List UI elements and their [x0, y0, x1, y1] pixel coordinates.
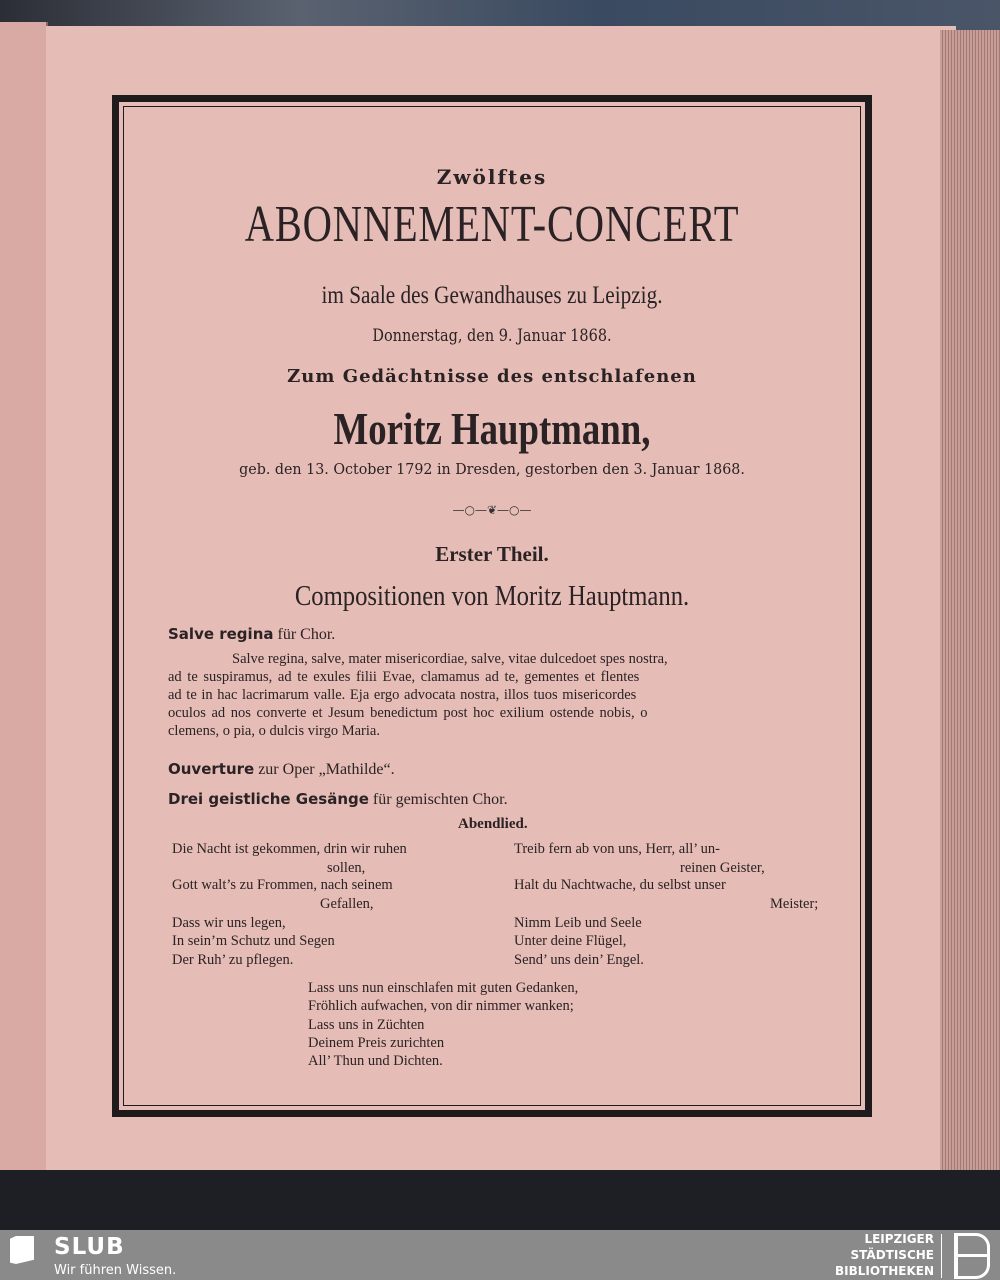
text-line: clemens, o pia, o dulcis virgo Maria. — [168, 723, 380, 739]
text-line: ad te suspiramus, ad te exules filii Evae, clamamus ad te, gementes et flentes — [168, 669, 640, 685]
part-subtitle: Compositionen von Moritz Hauptmann. — [294, 580, 690, 612]
verse-line: Die Nacht ist gekommen, drin wir ruhen — [172, 841, 407, 857]
verse-line: Der Ruh’ zu pflegen. — [172, 952, 294, 968]
memorial-line: Zum Gedächtnisse des entschlafenen — [287, 366, 697, 387]
verse-line: reinen Geister, — [680, 860, 765, 876]
program-item-ouverture: Ouverture zur Oper „Mathilde“. — [168, 760, 395, 778]
text-line: Salve regina, salve, mater misericordiae, salve, vitae dulcedoet spes nostra, — [232, 651, 668, 667]
verse-line: Nimm Leib und Seele — [514, 915, 642, 931]
verse-line: Send’ uns dein’ Engel. — [514, 952, 644, 968]
part-heading: Erster Theil. — [435, 542, 549, 566]
program-item-salve-regina: Salve regina für Chor. — [168, 625, 336, 643]
song-title: Abendlied. — [458, 816, 528, 832]
honoree-name: Moritz Hauptmann, — [333, 403, 651, 454]
lsb-logo-text — [835, 1231, 934, 1279]
lsb-line: BIBLIOTHEKEN — [834, 1264, 934, 1278]
verse-line: Fröhlich aufwachen, von dir nimmer wanken; — [308, 998, 574, 1014]
verse-line: Treib fern ab von uns, Herr, all’ un- — [514, 841, 720, 857]
left-page-edge — [0, 22, 48, 1172]
verse-line: Meister; — [770, 896, 819, 912]
scan-background — [0, 1170, 1000, 1230]
slub-logo-text: SLUB — [54, 1234, 125, 1260]
date: Donnerstag, den 9. Januar 1868. — [372, 326, 612, 346]
verse-line: All’ Thun und Dichten. — [308, 1053, 443, 1069]
text-line: ad te in hac lacrimarum valle. Eja ergo advocata nostra, illos tuos misericordes — [168, 687, 637, 703]
lsb-line: LEIPZIGER — [864, 1232, 934, 1246]
verse-line: Gott walt’s zu Frommen, nach seinem — [172, 877, 393, 893]
slub-book-icon — [10, 1236, 34, 1264]
lsb-line: STÄDTISCHE — [850, 1248, 934, 1262]
verse-line: Deinem Preis zurichten — [308, 1035, 445, 1051]
ornament-divider: —○—❦—○— — [452, 503, 532, 517]
kicker: Zwölftes — [436, 165, 548, 189]
lsb-divider — [941, 1234, 942, 1278]
lsb-b-icon — [954, 1233, 990, 1279]
program-item-gesaenge: Drei geistliche Gesänge für gemischten Chor. — [168, 790, 508, 808]
page-edges — [940, 30, 1000, 1170]
life-dates: geb. den 13. October 1792 in Dresden, gestorben den 3. Januar 1868. — [239, 460, 745, 478]
slub-tagline: Wir führen Wissen. — [54, 1263, 177, 1278]
footer-bar — [0, 1230, 1000, 1280]
venue: im Saale des Gewandhauses zu Leipzig. — [321, 282, 663, 309]
verse-line: Dass wir uns legen, — [172, 915, 286, 931]
title: ABONNEMENT-CONCERT — [244, 196, 740, 253]
verse-line: Halt du Nachtwache, du selbst unser — [514, 877, 726, 893]
text-line: oculos ad nos converte et Jesum benedictum post hoc exilium ostende nobis, o — [168, 705, 648, 721]
verse-line: Unter deine Flügel, — [514, 933, 627, 949]
verse-line: sollen, — [327, 860, 366, 876]
verse-line: Lass uns in Züchten — [308, 1017, 425, 1033]
verse-line: Gefallen, — [320, 896, 374, 912]
verse-line: Lass uns nun einschlafen mit guten Gedanken, — [308, 980, 579, 996]
verse-line: In sein’m Schutz und Segen — [172, 933, 335, 949]
